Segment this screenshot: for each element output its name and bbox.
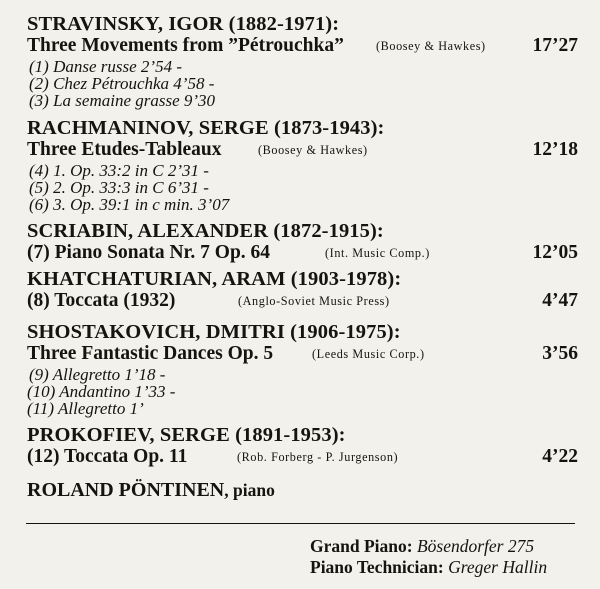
movement-label: (9) Allegretto 1’18 - [29,365,166,384]
movement-row [0,399,600,419]
work-timing: 17’27 [532,35,578,56]
work-composer-row [0,267,600,291]
work-timing: 12’05 [532,242,578,263]
credit-label: Grand Piano: [310,536,413,556]
composer-name: SHOSTAKOVICH, DMITRI (1906-1975): [27,321,401,343]
movement-label: (5) 2. Op. 33:3 in C 6’31 - [29,178,209,197]
work-title-row [0,241,600,265]
credit-row [310,536,547,557]
work-title-row [0,138,600,162]
work-composer-row [0,12,600,36]
work-title: (7) Piano Sonata Nr. 7 Op. 64 [27,242,271,263]
technical-credits [310,536,547,578]
composer-name: SCRIABIN, ALEXANDER (1872-1915): [27,220,384,242]
performer-instrument: , piano [224,480,275,500]
work-title: Three Etudes-Tableaux [27,139,222,160]
work-timing: 4’47 [542,290,578,311]
work-title: (8) Toccata (1932) [27,290,176,311]
movement-row [0,91,600,111]
movement-label: (3) La semaine grasse 9’30 [29,91,216,110]
work-publisher: (Rob. Forberg - P. Jurgenson) [237,450,399,464]
movement-label: (4) 1. Op. 33:2 in C 2’31 - [29,161,209,180]
credit-value: Greger Hallin [448,557,548,577]
movement-label: (2) Chez Pétrouchka 4’58 - [29,74,215,93]
movement-label: (6) 3. Op. 39:1 in c min. 3’07 [29,195,230,214]
credit-label: Piano Technician: [310,557,444,577]
work-publisher: (Int. Music Comp.) [325,246,430,260]
work-title-row [0,34,600,58]
work-composer-row [0,423,600,447]
work-timing: 3’56 [542,343,578,364]
work-title-row [0,445,600,469]
work-title: Three Movements from ”Pétrouchka” [27,35,344,56]
composer-name: KHATCHATURIAN, ARAM (1903-1978): [27,268,402,290]
work-publisher: (Boosey & Hawkes) [258,143,368,157]
work-title-row [0,342,600,366]
movement-label: (1) Danse russe 2’54 - [29,57,182,76]
movement-label: (10) Andantino 1’33 - [27,382,176,401]
performer-name: ROLAND PÖNTINEN [27,479,225,501]
section-divider [26,523,575,524]
composer-name: STRAVINSKY, IGOR (1882-1971): [27,13,340,35]
performer-credit [27,479,275,502]
work-timing: 4’22 [542,446,578,467]
composer-name: PROKOFIEV, SERGE (1891-1953): [27,424,346,446]
work-publisher: (Leeds Music Corp.) [312,347,425,361]
work-title-row [0,289,600,313]
credit-value: Bösendorfer 275 [416,536,535,556]
credit-row [310,557,547,578]
work-title: (12) Toccata Op. 11 [27,446,188,467]
work-publisher: (Boosey & Hawkes) [376,39,486,53]
work-timing: 12’18 [532,139,578,160]
composer-name: RACHMANINOV, SERGE (1873-1943): [27,117,385,139]
work-composer-row [0,320,600,344]
movement-row [0,195,600,215]
movement-label: (11) Allegretto 1’ [27,399,144,418]
work-composer-row [0,116,600,140]
work-title: Three Fantastic Dances Op. 5 [27,343,274,364]
work-composer-row [0,219,600,243]
work-publisher: (Anglo-Soviet Music Press) [238,294,390,308]
